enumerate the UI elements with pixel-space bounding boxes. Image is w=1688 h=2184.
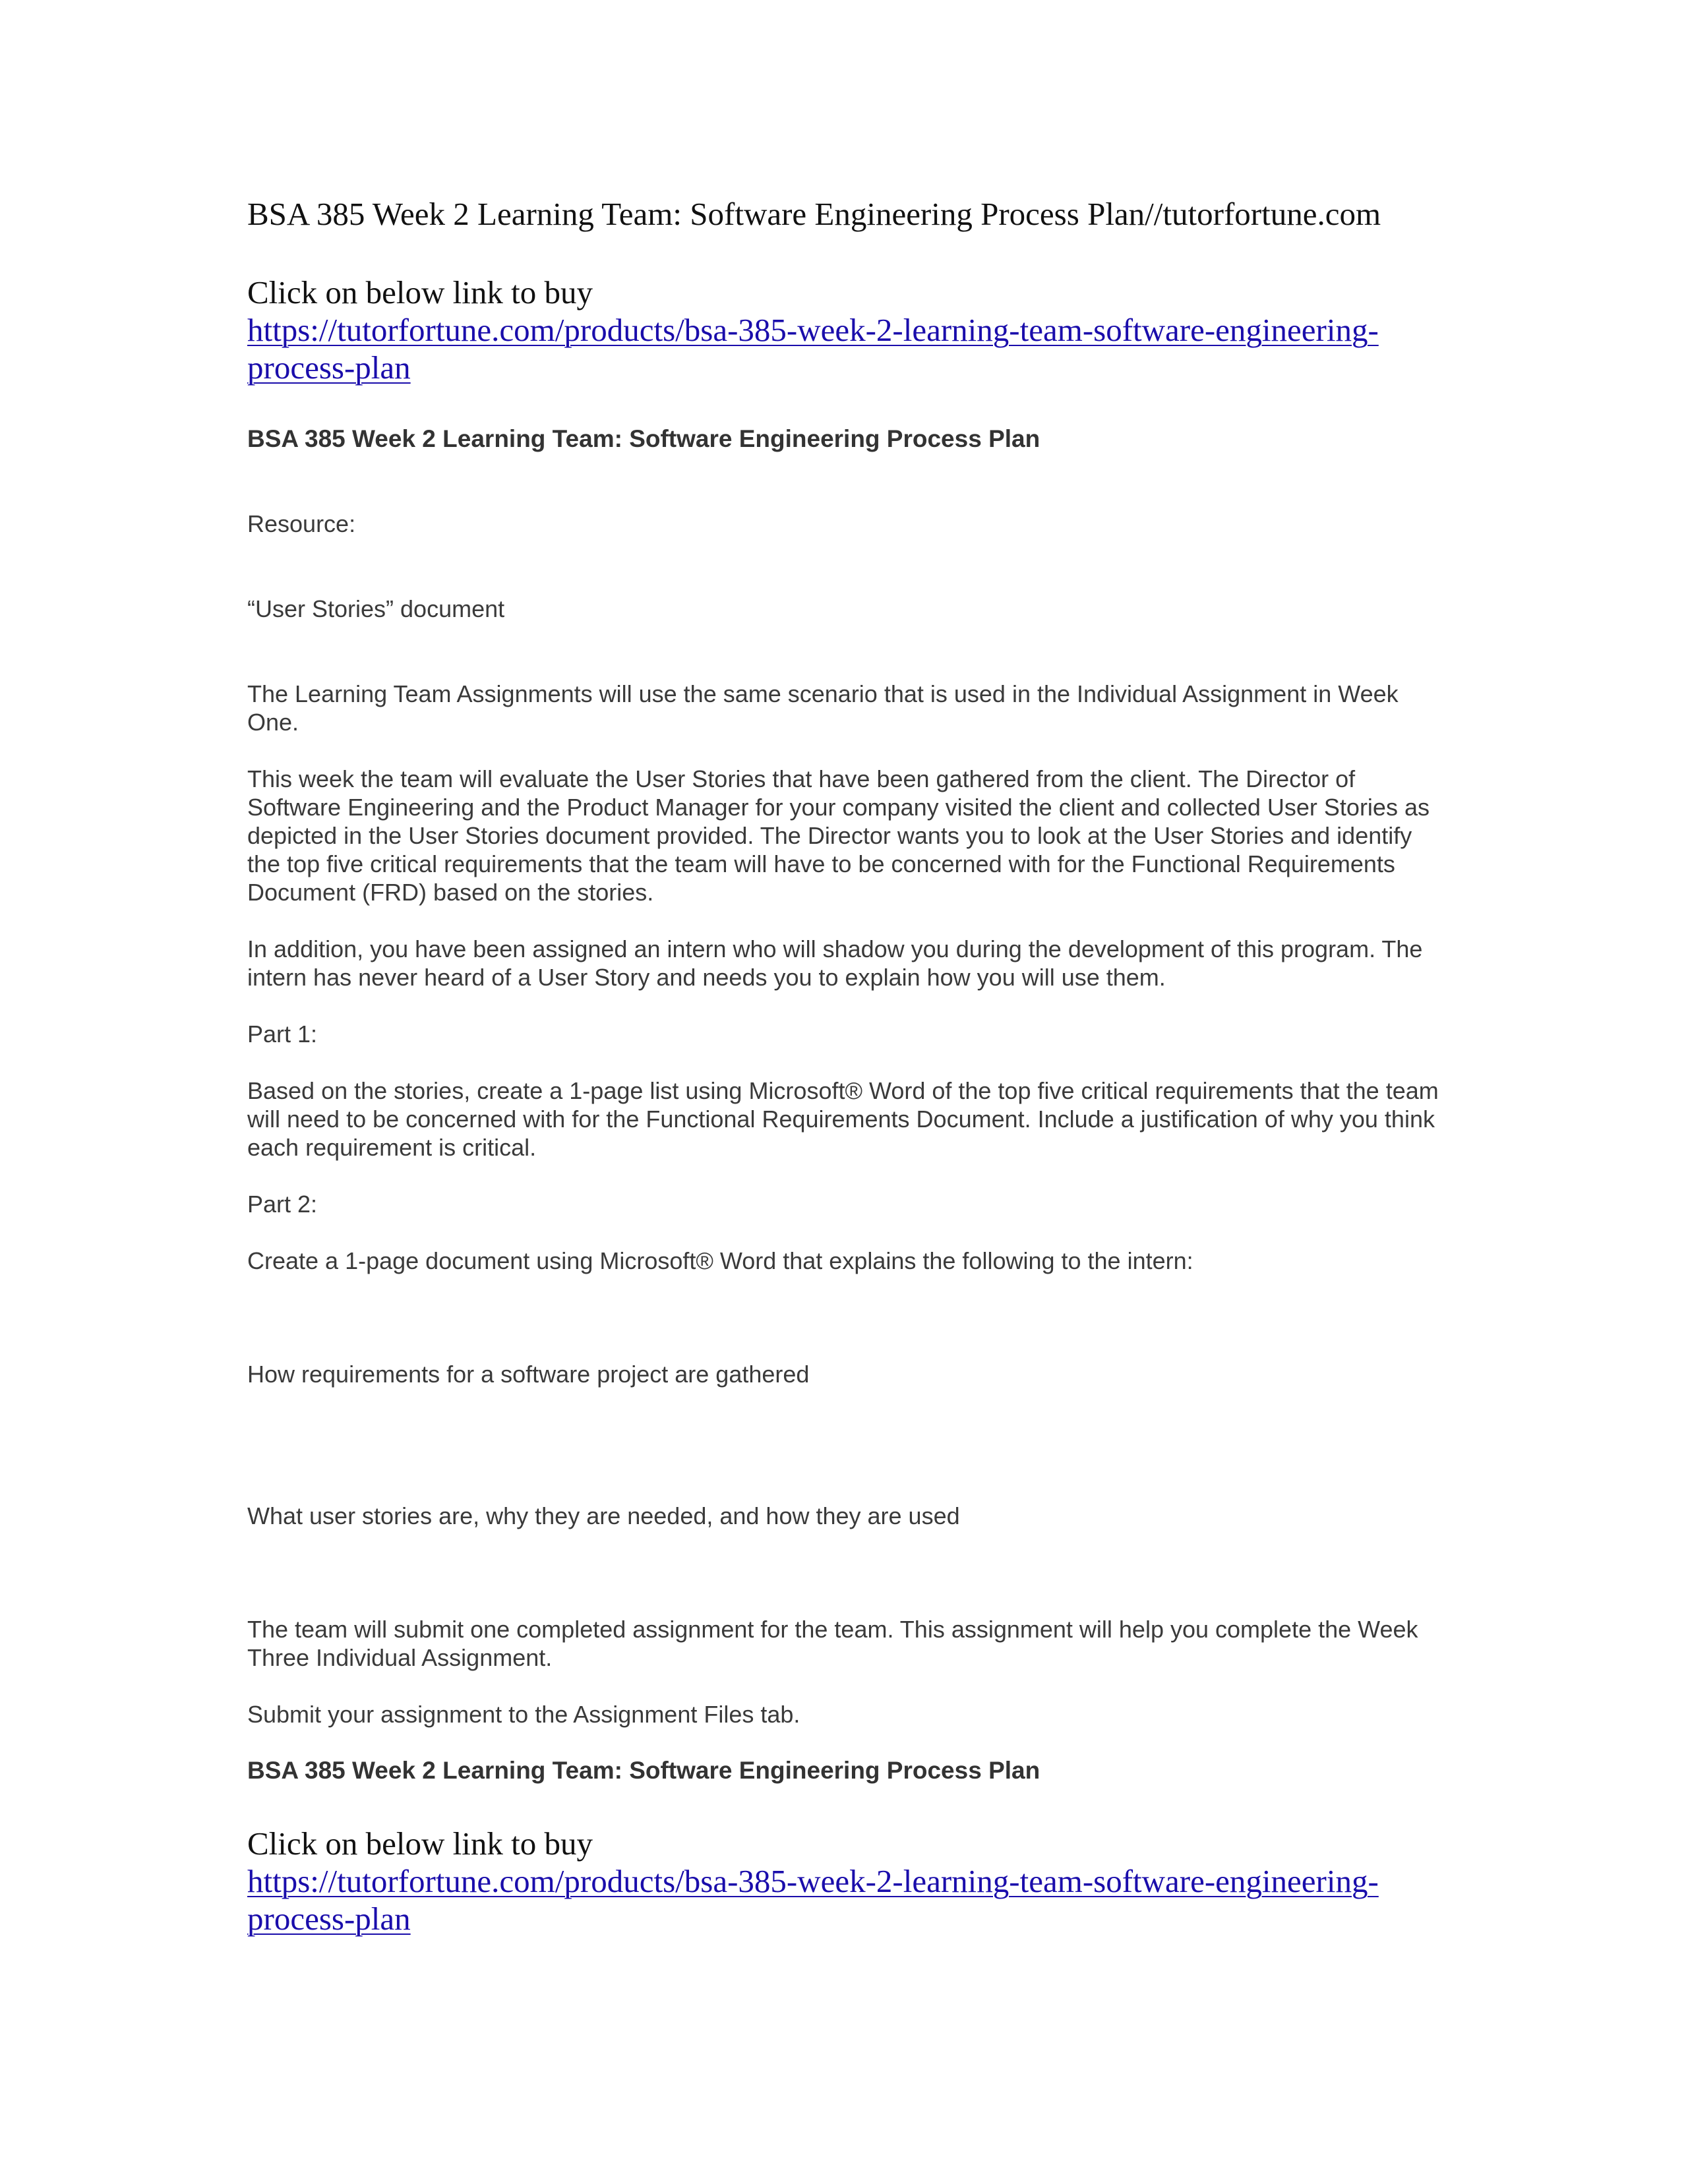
- buy-link-bottom[interactable]: [247, 1863, 1379, 1937]
- buy-prompt-text: Click on below link to buy: [247, 1825, 593, 1862]
- list-item-requirements: How requirements for a software project are gathered: [247, 1361, 810, 1388]
- buy-prompt-text: Click on below link to buy: [247, 274, 593, 310]
- paragraph-submit-files: Submit your assignment to the Assignment Files tab.: [247, 1701, 800, 1728]
- part-2-text: Create a 1-page document using Microsoft® Word that explains the following to the intern:: [247, 1247, 1193, 1274]
- paragraph-intern: In addition, you have been assigned an intern who will shadow you during the development of this program. The intern has never heard of a User Story and needs you to explain how you will use them.: [247, 935, 1423, 991]
- section-heading-bottom: BSA 385 Week 2 Learning Team: Software Engineering Process Plan: [247, 1757, 1040, 1784]
- paragraph-submit-team: The team will submit one completed assignment for the team. This assignment will help you complete the Week Three Individual Assignment.: [247, 1616, 1418, 1671]
- resource-item: “User Stories” document: [247, 595, 505, 622]
- paragraph-week-evaluation: This week the team will evaluate the User Stories that have been gathered from the client. The Director of Software Engineering and the Product Manager for your company visited the client and collected User Stories as depicted in the User Stories document provided. The Director wants you to look at the User Stories and identify the top five critical requirements that the team will have to be concerned with for the Functional Requirements Document (FRD) based on the stories.: [247, 765, 1430, 906]
- document-title: BSA 385 Week 2 Learning Team: Software Engineering Process Plan//tutorfortune.com: [247, 196, 1381, 232]
- section-heading-top: BSA 385 Week 2 Learning Team: Software Engineering Process Plan: [247, 425, 1040, 452]
- paragraph-scenario: The Learning Team Assignments will use the same scenario that is used in the Individual Assignment in Week One.: [247, 680, 1399, 736]
- buy-link-line-2[interactable]: process-plan: [247, 1901, 411, 1937]
- buy-link-top[interactable]: [247, 312, 1379, 386]
- part-1-label: Part 1:: [247, 1020, 318, 1048]
- buy-link-line-1[interactable]: https://tutorfortune.com/products/bsa-385-week-2-learning-team-software-engineering-: [247, 312, 1379, 348]
- part-1-text: Based on the stories, create a 1-page list using Microsoft® Word of the top five critical requirements that the team will need to be concerned with for the Functional Requirements Document. Include a justification of why you think each requirement is critical.: [247, 1077, 1439, 1161]
- buy-link-block-top: [247, 274, 1441, 386]
- part-2-label: Part 2:: [247, 1191, 318, 1218]
- resource-label: Resource:: [247, 510, 356, 537]
- buy-link-line-1[interactable]: https://tutorfortune.com/products/bsa-385-week-2-learning-team-software-engineering-: [247, 1863, 1379, 1899]
- list-item-user-stories: What user stories are, why they are needed, and how they are used: [247, 1502, 960, 1529]
- buy-link-block-bottom: [247, 1825, 1441, 1937]
- buy-link-line-2[interactable]: process-plan: [247, 349, 411, 386]
